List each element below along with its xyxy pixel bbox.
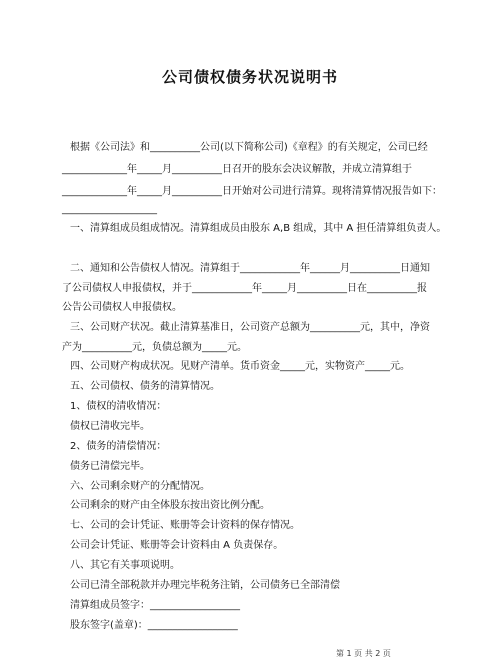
paragraph-line: 公告公司债权人申报债权。 [62, 302, 182, 313]
section-heading: 六、公司剩余财产的分配情况。 [70, 481, 210, 492]
section-heading: 四、公司财产构成状况。见财产清单。货币资金_____元，实物资产_____元。 [70, 361, 410, 372]
page-number: 第 1 页 共 2 页 [336, 649, 391, 658]
paragraph-line: 根据《公司法》和__________公司(以下简称公司)《章程》的有关规定，公司已经 [70, 142, 428, 153]
paragraph-line: 1、债权的清收情况： [70, 401, 167, 412]
paragraph-line: 公司剩余的财产由全体股东按出资比例分配。 [70, 500, 270, 511]
section-heading: 二、通知和公告债权人情况。清算组于____________年______月__________日通知 [70, 263, 430, 274]
paragraph-line: 2、债务的清偿情况： [70, 441, 167, 452]
paragraph-line: 产为__________元，负债总额为_____元。 [62, 342, 247, 353]
section-heading: 七、公司的会计凭证、账册等会计资料的保存情况。 [70, 520, 300, 531]
paragraph-line: 债务已清偿完毕。 [70, 461, 150, 472]
paragraph-line: 了公司债权人申报债权，并于____________年_____月__________日在__________报 [62, 283, 427, 294]
document-title: 公司债权债务状况说明书 [161, 68, 338, 86]
paragraph-line: _____________年_____月__________日召开的股东会决议解散，并成立清算组于 [62, 164, 412, 175]
section-heading: 三、公司财产状况。截止清算基准日，公司资产总额为__________元，其中，净资 [70, 322, 430, 333]
signature-line-liquidation-group: 清算组成员签字：__________________ [70, 600, 240, 611]
signature-line-shareholders: 股东签字(盖章)：__________________ [70, 620, 238, 631]
section-heading: 五、公司债权、债务的清算情况。 [70, 381, 220, 392]
paragraph-line: 公司会计凭证、账册等会计资料由 A 负责保存。 [70, 540, 284, 551]
section-heading: 八、其它有关事项说明。 [70, 560, 180, 571]
paragraph-line: ___________________ [62, 204, 157, 215]
paragraph-line: _____________年_____月__________日开始对公司进行清算。现将清算情况报告如下： [62, 186, 442, 197]
paragraph-line: 公司已清全部税款并办理完毕税务注销，公司债务已全部清偿 [70, 580, 340, 591]
section-heading: 一、清算组成员组成情况。清算组成员由股东 A,B 组成，其中 A 担任清算组负责人。 [70, 223, 447, 234]
paragraph-line: 债权已清收完毕。 [70, 421, 150, 432]
